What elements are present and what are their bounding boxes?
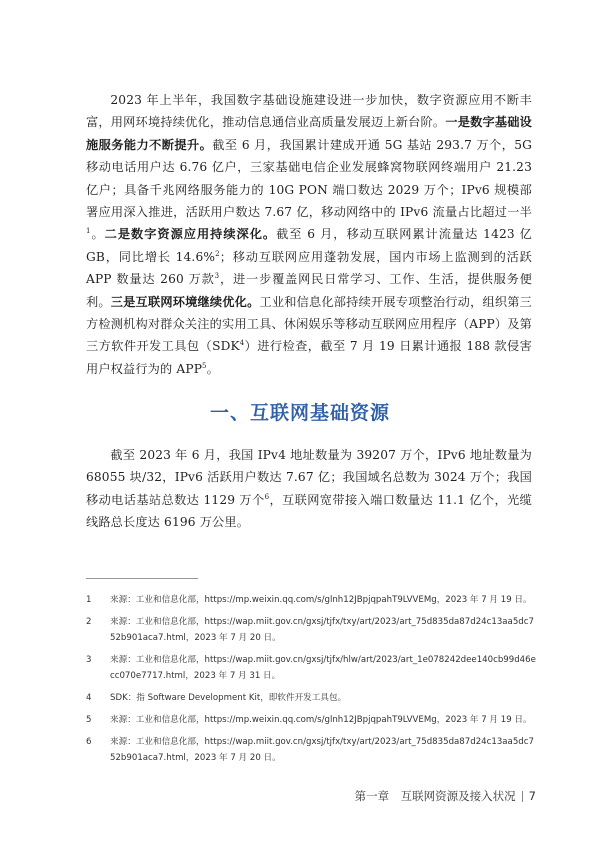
footnote-ref: 1 xyxy=(86,227,91,236)
highlight-three: 三是互联网环境继续优化。 xyxy=(110,294,260,309)
section-paragraph xyxy=(86,444,532,534)
page-number: 7 xyxy=(528,789,536,803)
footnote-ref: 4 xyxy=(239,339,245,348)
footnote: 2 来源：工业和信息化部，https://wap.miit.gov.cn/gxsj/tjfx/txy/art/2023/art_75d835da87d24c13aa5dc752b901aca7.html，2023 年 7 月 20 日。 xyxy=(86,617,534,643)
section-text: 截至 2023 年 6 月，我国 IPv4 地址数量为 39207 万个，IPv6 地址数量为 68055 块/32，IPv6 活跃用户数达 7.67 亿；我国域名总数为 3024 万个；我国移动电话基站总数达 1129 万个$^6$，互联网宽带接入端口数量达 11.1 亿个，光缆线路总长度达 6196 万公里。 xyxy=(86,448,532,530)
footnote: 6 来源：工业和信息化部，https://wap.miit.gov.cn/gxsj/tjfx/txy/art/2023/art_75d835da87d24c13aa5dc752b901aca7.html，2023 年 7 月 20 日。 xyxy=(86,737,534,763)
footnote: 5 来源：工业和信息化部，https://mp.weixin.qq.com/s/glnh12JBpjqpahT9LVVEMg，2023 年 7 月 19 日。 xyxy=(86,715,532,725)
section-heading: 一、互联网基础资源 xyxy=(209,402,390,424)
footnote-ref: 2 xyxy=(215,249,220,258)
footnote: 1 来源：工业和信息化部，https://mp.weixin.qq.com/s/glnh12JBpjqpahT9LVVEMg，2023 年 7 月 19 日。 xyxy=(86,595,532,605)
footnote-ref: 3 xyxy=(214,272,220,281)
intro-text: 2023 年上半年，我国数字基础设施建设进一步加快，数字资源应用不断丰富，用网环境持续优化，推动信息通信业高质量发展迈上新台阶。一是数字基础设施服务能力不断提升。截至 6 月，我国累计建成开通 5G 基站 293.7 万个，5G 移动电话用户达 6.76 亿户，三家基础电信企业发展蜂窝物联网终端用户 21.23 亿户；具备千兆网络服务能力的 10G PON 端口数达 2029 万个；IPv6 规模部署应用深入推进，活跃用户数达 7.67 亿，移动网络中的 IPv6 流量占比超过一半$^1$。二是数字资源应用持续深化。截至 6 月，移动互联网累计流量达 1423 亿 GB，同比增长 14.6%$^2$；移动互联网应用蓬勃发展，国内市场上监测到的活跃 APP 数量达 260 万款$^3$，进一步覆盖网民日常学习、工作、生活，提供服务便利。三是互联网环境继续优化。工业和信息化部持续开展专项整治行动，组织第三方检测机构对群众关注的实用工具、休闲娱乐等移动互联网应用程序（APP）及第三方软件开发工具包（SDK$^4$）进行检查，截至 7 月 19 日累计通报 188 款侵害用户权益行为的 APP$^5$。 xyxy=(86,93,533,376)
footnote-ref: 5 xyxy=(202,361,207,370)
footer-separator xyxy=(522,791,523,802)
footnote: 3 来源：工业和信息化部，https://wap.miit.gov.cn/gxsj/tjfx/hlw/art/2023/art_1e078242dee140cb99d46ecc070e7717.html，2023 年 7 月 31 日。 xyxy=(86,655,536,681)
chapter-title: 第一章 互联网资源及接入状况 xyxy=(354,789,516,803)
highlight-two: 二是数字资源应用持续深化。 xyxy=(104,227,277,242)
footnote: 4 SDK：指 Software Development Kit，即软件开发工具包。 xyxy=(86,693,347,703)
footnote-divider xyxy=(86,578,198,579)
footnote-ref: 6 xyxy=(264,492,270,501)
highlight-one: 一是数字基础设施服务能力不断提升。 xyxy=(86,115,532,152)
footnotes xyxy=(86,592,536,772)
page-footer xyxy=(355,788,536,804)
intro-paragraph xyxy=(86,89,532,380)
